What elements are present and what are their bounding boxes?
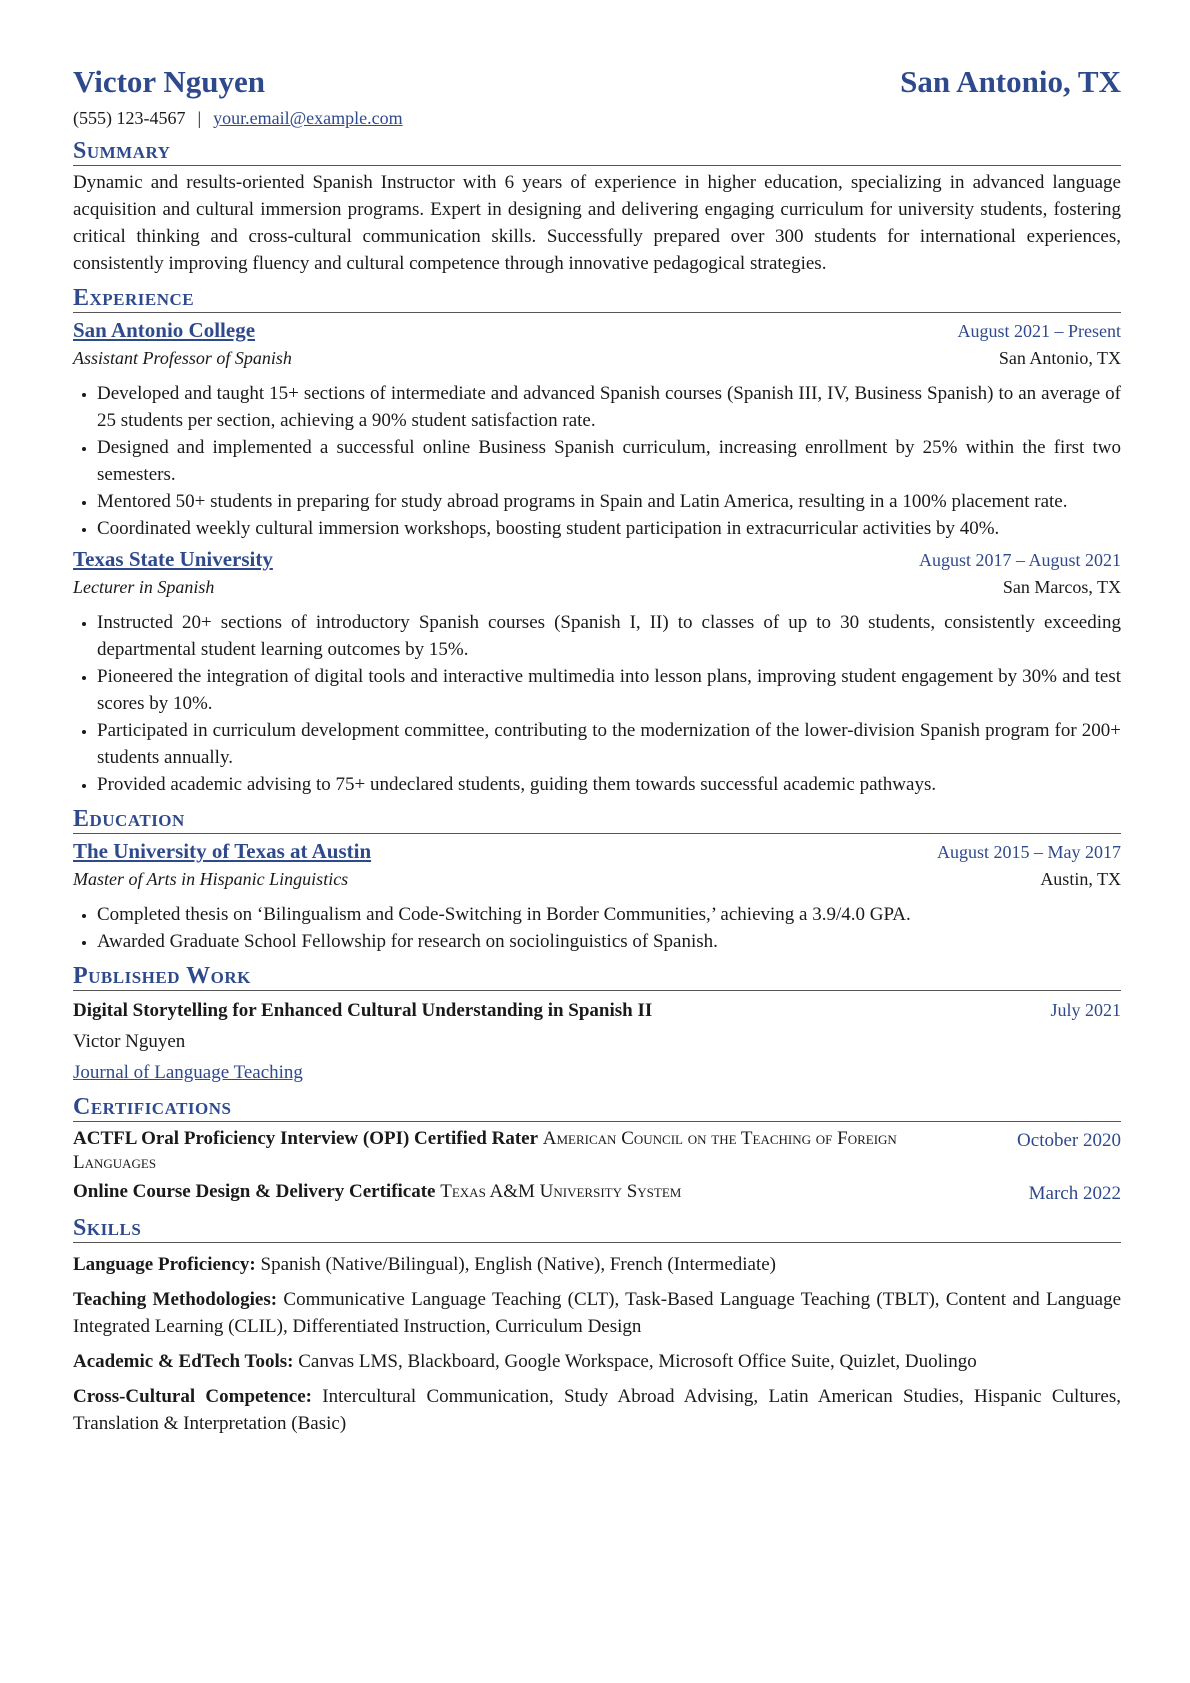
education-entry (73, 838, 1121, 955)
publication-venue-link[interactable]: Journal of Language Teaching (73, 1062, 303, 1083)
achievement-list (73, 609, 1121, 798)
resume-header (73, 62, 1121, 102)
achievement-item: • Coordinated weekly cultural immersion workshops, boosting student participation in extracurricular activities by 40%. (97, 515, 1121, 542)
certification-entry (73, 1127, 1121, 1175)
experience-entry (73, 317, 1121, 542)
employer-link[interactable]: Texas State University (73, 547, 273, 571)
school-location: Austin, TX (1040, 869, 1121, 889)
candidate-location: San Antonio, TX (900, 64, 1121, 99)
phone-number: (555) 123-4567 (73, 108, 186, 128)
school-link[interactable]: The University of Texas at Austin (73, 839, 372, 863)
education-dates: August 2015 – May 2017 (937, 842, 1121, 862)
contact-line (73, 106, 1121, 130)
candidate-name: Victor Nguyen (73, 64, 266, 99)
publication-date: July 2021 (1050, 1000, 1121, 1020)
certification-issuer: Texas A&M University System (440, 1181, 682, 1202)
skill-value: Communicative Language Teaching (CLT), Task-Based Language Teaching (TBLT), Content and Language Integrated Learning (CLIL), Differentiated Instruction, Curriculum Design (73, 1289, 1122, 1337)
section-title-education: Education (73, 805, 1121, 834)
achievement-item: • Developed and taught 15+ sections of intermediate and advanced Spanish courses (Spanish III, IV, Business Spanish) to an average of 25 students per section, achieving a 90% student satisfaction rate. (97, 380, 1121, 434)
skill-label: Language Proficiency: (73, 1254, 256, 1275)
achievement-item: • Pioneered the integration of digital tools and interactive multimedia into lesson plans, improving student engagement by 30% and test scores by 10%. (97, 663, 1121, 717)
summary-text: Dynamic and results-oriented Spanish Instructor with 6 years of experience in higher education, specializing in advanced language acquisition and cultural immersion programs. Expert in designing and delivering engaging curriculum for university students, fostering critical thinking and cross-cultural communication skills. Successfully prepared over 300 students for international experiences, consistently improving fluency and cultural competence through innovative pedagogical strategies. (73, 172, 1121, 274)
achievement-item: • Participated in curriculum development committee, contributing to the modernization of the lower-division Spanish program for 200+ students annually. (97, 717, 1121, 771)
skill-entry (73, 1348, 1121, 1375)
certification-date: October 2020 (1017, 1130, 1121, 1151)
degree-title: Master of Arts in Hispanic Linguistics (73, 869, 349, 889)
achievement-item: • Designed and implemented a successful online Business Spanish curriculum, increasing enrollment by 25% within the first two semesters. (97, 434, 1121, 488)
employment-dates: August 2021 – Present (957, 321, 1121, 341)
contact-separator: | (197, 108, 202, 128)
certification-date: March 2022 (1028, 1183, 1121, 1204)
publication-author: Victor Nguyen (73, 1031, 186, 1052)
education-section (73, 805, 1121, 955)
skill-entry (73, 1383, 1121, 1437)
employer-link[interactable]: San Antonio College (73, 318, 256, 342)
skill-entry (73, 1251, 1121, 1278)
skill-value: Intercultural Communication, Study Abroad Advising, Latin American Studies, Hispanic Cultures, Translation & Interpretation (Basic) (73, 1386, 1121, 1434)
skill-label: Academic & EdTech Tools: (73, 1351, 294, 1372)
education-item: • Awarded Graduate School Fellowship for research on sociolinguistics of Spanish. (97, 928, 1121, 955)
section-title-certifications: Certifications (73, 1093, 1121, 1122)
education-list (73, 901, 1121, 955)
section-title-experience: Experience (73, 284, 1121, 313)
publication-title: Digital Storytelling for Enhanced Cultural Understanding in Spanish II (73, 1000, 653, 1021)
section-title-published: Published Work (73, 962, 1121, 991)
skill-label: Teaching Methodologies: (73, 1289, 278, 1310)
employment-dates: August 2017 – August 2021 (918, 550, 1121, 570)
achievement-item: • Provided academic advising to 75+ undeclared students, guiding them towards successful academic pathways. (97, 771, 1121, 798)
skills-section (73, 1214, 1121, 1437)
skill-value: Spanish (Native/Bilingual), English (Native), French (Intermediate) (260, 1254, 777, 1275)
experience-entry (73, 546, 1121, 798)
job-location: San Antonio, TX (998, 348, 1121, 368)
skill-entry (73, 1286, 1121, 1340)
job-title: Assistant Professor of Spanish (73, 348, 292, 368)
section-title-skills: Skills (73, 1214, 1121, 1243)
certification-issuer: American Council on the Teaching of Foreign Languages (73, 1128, 897, 1173)
education-item: • Completed thesis on ‘Bilingualism and Code-Switching in Border Communities,’ achieving a 3.9/4.0 GPA. (97, 901, 1121, 928)
certification-entry (73, 1180, 1121, 1207)
job-title: Lecturer in Spanish (73, 577, 215, 597)
skill-label: Cross-Cultural Competence: (73, 1386, 312, 1407)
job-location: San Marcos, TX (1002, 577, 1121, 597)
skill-value: Canvas LMS, Blackboard, Google Workspace, Microsoft Office Suite, Quizlet, Duolingo (298, 1351, 977, 1372)
section-title-summary: Summary (73, 137, 1121, 166)
achievement-item: • Mentored 50+ students in preparing for study abroad programs in Spain and Latin America, resulting in a 100% placement rate. (97, 488, 1121, 515)
certification-name: Online Course Design & Delivery Certificate (73, 1181, 436, 1202)
experience-section (73, 284, 1121, 798)
email-link[interactable]: your.email@example.com (213, 108, 403, 128)
certifications-section (73, 1093, 1121, 1207)
published-section (73, 962, 1121, 1086)
summary-section (73, 137, 1121, 277)
achievement-item: • Instructed 20+ sections of introductory Spanish courses (Spanish I, II) to classes of up to 30 students, consistently exceeding departmental student learning outcomes by 15%. (97, 609, 1121, 663)
certification-name: ACTFL Oral Proficiency Interview (OPI) Certified Rater (73, 1128, 539, 1149)
achievement-list (73, 380, 1121, 542)
